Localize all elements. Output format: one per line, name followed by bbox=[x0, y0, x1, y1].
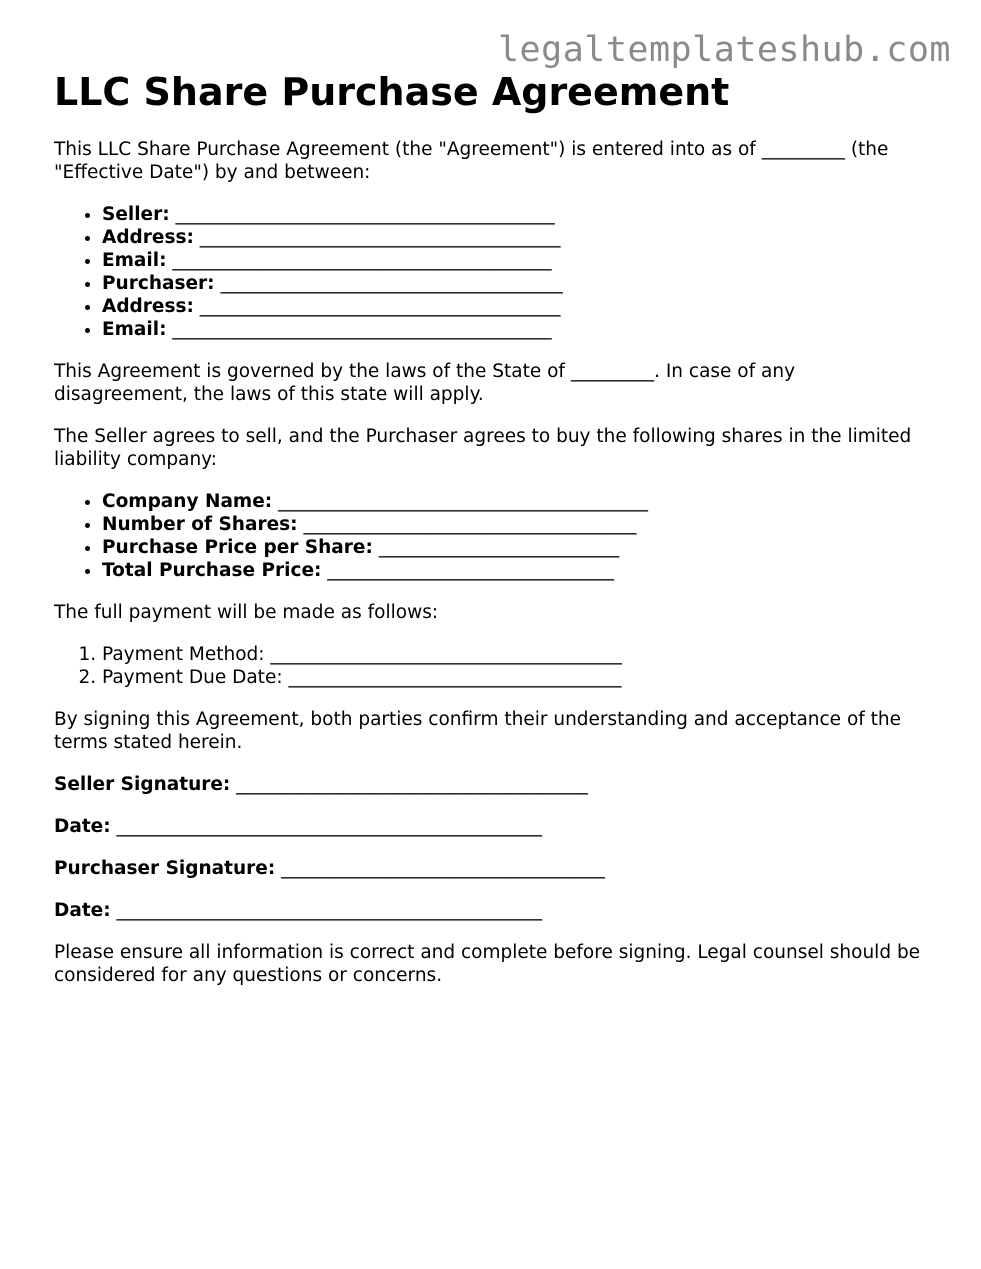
seller-date-line bbox=[54, 815, 934, 838]
party-seller-email bbox=[102, 249, 934, 272]
party-seller-address-blank: _______________________________________ bbox=[199, 227, 561, 248]
payment-due-date-label: Payment Due Date: bbox=[102, 667, 283, 688]
payment-method-label: Payment Method: bbox=[102, 644, 265, 665]
party-seller-email-label: Email: bbox=[102, 250, 167, 271]
share-price-label: Purchase Price per Share: bbox=[102, 537, 373, 558]
share-company-name bbox=[102, 490, 934, 513]
document-title: LLC Share Purchase Agreement bbox=[54, 70, 730, 114]
purchaser-signature-blank: ___________________________________ bbox=[281, 858, 605, 879]
seller-signature-line bbox=[54, 773, 934, 796]
share-price-blank: __________________________ bbox=[378, 537, 620, 558]
watermark: legaltemplateshub.com bbox=[497, 30, 951, 70]
payment-method-blank: ______________________________________ bbox=[270, 644, 622, 665]
party-seller-blank: _________________________________________ bbox=[175, 204, 555, 225]
seller-date-label: Date: bbox=[54, 816, 111, 837]
payment-due-date-blank: ____________________________________ bbox=[288, 667, 622, 688]
share-total-label: Total Purchase Price: bbox=[102, 560, 322, 581]
acceptance-paragraph: By signing this Agreement, both parties confirm their understanding and acceptance of the terms stated herein. bbox=[54, 709, 902, 753]
share-price-per-share bbox=[102, 536, 934, 559]
purchaser-signature-label: Purchaser Signature: bbox=[54, 858, 276, 879]
party-purchaser bbox=[102, 272, 934, 295]
purchaser-date-label: Date: bbox=[54, 900, 111, 921]
share-company-name-blank: ________________________________________ bbox=[278, 491, 649, 512]
share-total-price bbox=[102, 559, 934, 582]
party-seller bbox=[102, 203, 934, 226]
party-purchaser-email-blank: _________________________________________ bbox=[172, 319, 552, 340]
party-purchaser-email-label: Email: bbox=[102, 319, 167, 340]
seller-signature-label: Seller Signature: bbox=[54, 774, 231, 795]
payment-method bbox=[102, 643, 934, 666]
share-company-name-label: Company Name: bbox=[102, 491, 273, 512]
party-purchaser-address bbox=[102, 295, 934, 318]
closing-paragraph: Please ensure all information is correct and complete before signing. Legal counsel should be considered for any questions or concerns. bbox=[54, 942, 921, 986]
parties-list bbox=[54, 203, 934, 341]
share-number-of-shares bbox=[102, 513, 934, 536]
party-purchaser-email bbox=[102, 318, 934, 341]
share-total-blank: _______________________________ bbox=[327, 560, 615, 581]
purchaser-date-line bbox=[54, 899, 934, 922]
shares-list bbox=[54, 490, 934, 582]
purchaser-signature-line bbox=[54, 857, 934, 880]
party-purchaser-address-label: Address: bbox=[102, 296, 194, 317]
intro-paragraph: This LLC Share Purchase Agreement (the "Agreement") is entered into as of _________ (the "Effective Date") by and between: bbox=[54, 139, 889, 183]
shares-intro-paragraph: The Seller agrees to sell, and the Purchaser agrees to buy the following shares in the limited liability company: bbox=[54, 426, 912, 470]
document-body bbox=[54, 70, 934, 1006]
payment-due-date bbox=[102, 666, 934, 689]
party-seller-label: Seller: bbox=[102, 204, 170, 225]
party-seller-address bbox=[102, 226, 934, 249]
share-number-blank: ____________________________________ bbox=[303, 514, 637, 535]
party-seller-email-blank: _________________________________________ bbox=[172, 250, 552, 271]
party-purchaser-blank: _____________________________________ bbox=[220, 273, 563, 294]
payment-list bbox=[54, 643, 934, 689]
party-purchaser-label: Purchaser: bbox=[102, 273, 215, 294]
purchaser-date-blank: ______________________________________________ bbox=[116, 900, 543, 921]
party-purchaser-address-blank: _______________________________________ bbox=[199, 296, 561, 317]
seller-date-blank: ______________________________________________ bbox=[116, 816, 543, 837]
seller-signature-blank: ______________________________________ bbox=[236, 774, 588, 795]
share-number-label: Number of Shares: bbox=[102, 514, 298, 535]
party-seller-address-label: Address: bbox=[102, 227, 194, 248]
governing-law-paragraph: This Agreement is governed by the laws of the State of _________. In case of any disagreement, the laws of this state will apply. bbox=[54, 361, 796, 405]
payment-intro-paragraph: The full payment will be made as follows: bbox=[54, 602, 439, 623]
